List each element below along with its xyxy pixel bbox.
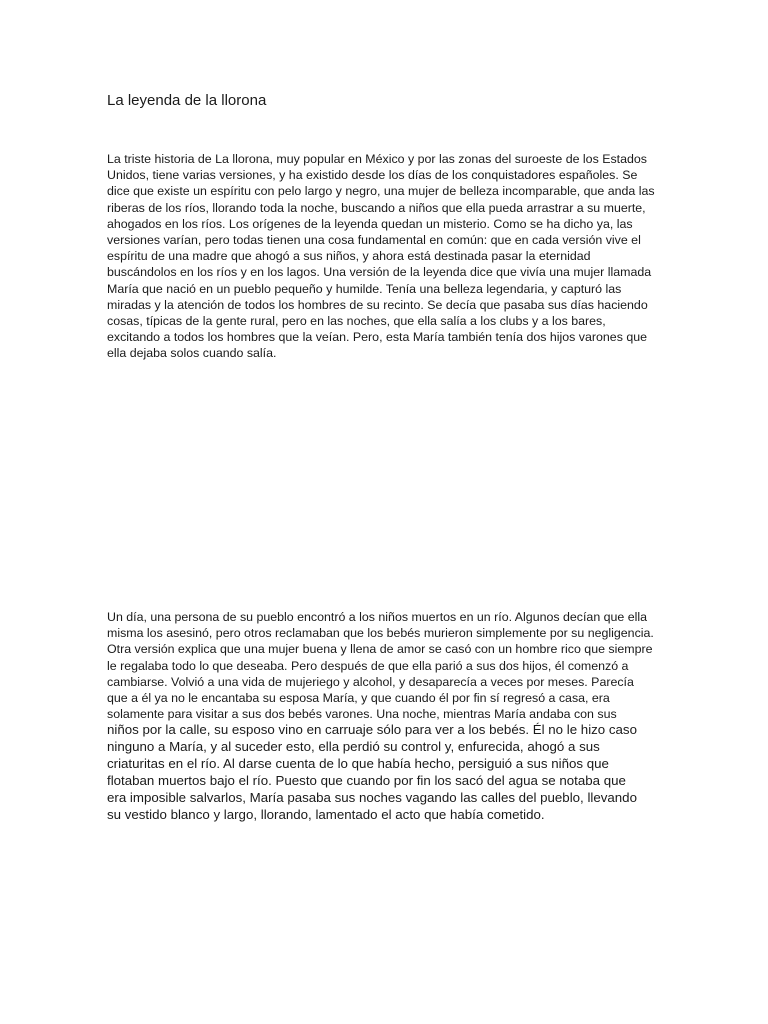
paragraph-line: versiones varían, pero todas tienen una cosa fundamental en común: que en cada versión vive el: [107, 232, 641, 247]
paragraph-line: riberas de los ríos, llorando toda la noche, buscando a niños que ella pueda arrastrar a su muerte,: [107, 200, 646, 215]
paragraph-line: cosas, típicas de la gente rural, pero en las noches, que ella salía a los clubs y a los bares,: [107, 313, 606, 328]
paragraph-line: buscándolos en los ríos y en los lagos. Una versión de la leyenda dice que vivía una mujer llamada: [107, 265, 652, 280]
paragraph-1: [107, 151, 667, 361]
paragraph-line: María que nació en un pueblo pequeño y humilde. Tenía una belleza legendaria, y capturó las: [107, 281, 622, 296]
paragraph-line: espíritu de una madre que ahogó a sus niños, y ahora está destinada pasar la eternidad: [107, 249, 591, 264]
paragraph-line: ninguno a María, y al suceder esto, ella perdió su control y, enfurecida, ahogó a sus: [107, 739, 600, 755]
paragraph-line: misma los asesinó, pero otros reclamaban que los bebés murieron simplemente por su negligencia.: [107, 626, 654, 641]
paragraph-line: Otra versión explica que una mujer buena y llena de amor se casó con un hombre rico que siempre: [107, 642, 653, 657]
paragraph-line: niños por la calle, su esposo vino en carruaje sólo para ver a los bebés. Él no le hizo caso: [107, 722, 637, 738]
paragraph-line: La triste historia de La llorona, muy popular en México y por las zonas del suroeste de los Estados: [107, 152, 647, 166]
paragraph-line: criaturitas en el río. Al darse cuenta de lo que había hecho, persiguió a sus niños que: [107, 756, 609, 772]
paragraph-line: ella dejaba solos cuando salía.: [107, 346, 277, 361]
paragraph-line: era imposible salvarlos, María pasaba sus noches vagando las calles del pueblo, llevando: [107, 789, 637, 805]
paragraph-line: flotaban muertos bajo el río. Puesto que cuando por fin los sacó del agua se notaba que: [107, 772, 626, 788]
paragraph-line: Un día, una persona de su pueblo encontró a los niños muertos en un río. Algunos decían que ella: [107, 610, 648, 624]
document-title: La leyenda de la llorona: [107, 92, 267, 109]
paragraph-line: le regalaba todo lo que deseaba. Pero después de que ella parió a sus dos hijos, él comenzó a: [107, 658, 629, 673]
paragraph-line: ahogados en los ríos. Los orígenes de la leyenda quedan un misterio. Como se ha dicho ya, las: [107, 216, 633, 231]
paragraph-line: dice que existe un espíritu con pelo largo y negro, una mujer de belleza incomparable, que anda las: [107, 184, 655, 199]
paragraph-line: su vestido blanco y largo, llorando, lamentado el acto que había cometido.: [107, 806, 545, 822]
paragraph-2: [107, 609, 667, 824]
paragraph-line: cambiarse. Volvió a una vida de mujeriego y alcohol, y desaparecía a veces por meses. Parecía: [107, 674, 634, 689]
paragraph-line: miradas y la atención de todos los hombres de su recinto. Se decía que pasaba sus días haciendo: [107, 297, 648, 312]
paragraph-line: que a él ya no le encantaba su esposa María, y que cuando él por fin sí regresó a casa, era: [107, 690, 610, 705]
paragraph-line: excitando a todos los hombres que la veían. Pero, esta María también tenía dos hijos varones que: [107, 330, 648, 345]
paragraph-line: Unidos, tiene varias versiones, y ha existido desde los días de los conquistadores españoles. Se: [107, 168, 638, 183]
paragraph-line: solamente para visitar a sus dos bebés varones. Una noche, mientras María andaba con sus: [107, 707, 617, 722]
